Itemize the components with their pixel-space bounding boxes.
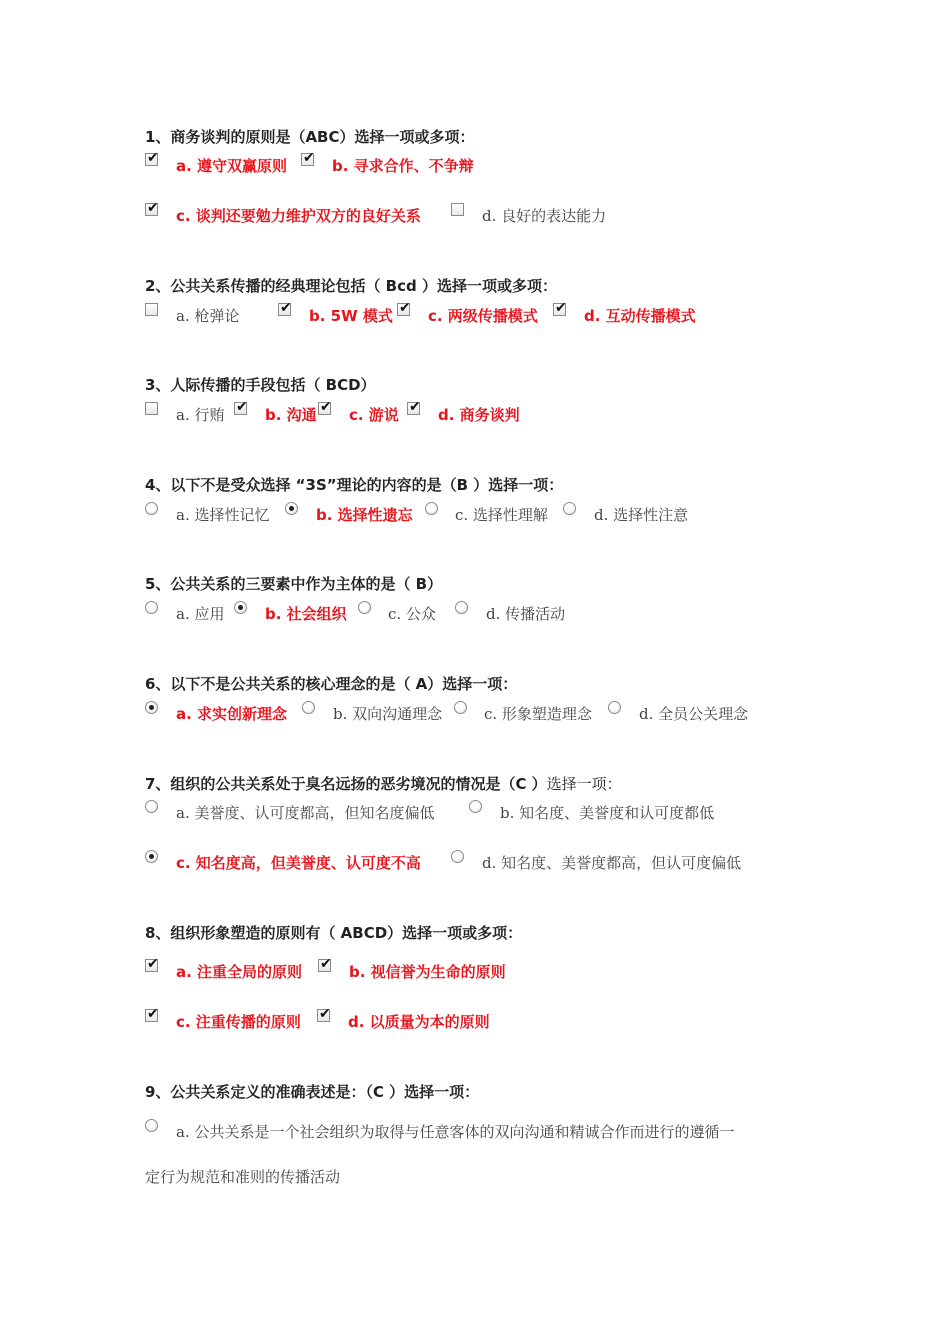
question-7-title-suffix: 选择一项：	[546, 775, 622, 793]
question-1-option-b-label: b. 寻求合作、不争辩	[332, 157, 474, 175]
question-5-option-d-label: d. 传播活动	[486, 605, 566, 623]
question-3-option-d-label: d. 商务谈判	[438, 406, 520, 424]
question-8-option-d-checkbox[interactable]	[317, 1006, 331, 1022]
question-6-option-a-label: a. 求实创新理念	[176, 705, 288, 723]
question-8-option-d-label: d. 以质量为本的原则	[348, 1013, 490, 1031]
question-4-option-b-radio[interactable]	[285, 502, 298, 515]
question-4-title: 4、以下不是受众选择 “3S”理论的内容的是（B ）选择一项：	[145, 476, 564, 494]
question-7-option-c-label: c. 知名度高，但美誉度、认可度不高	[176, 854, 421, 872]
question-8-option-b-checkbox[interactable]	[318, 956, 332, 972]
question-8-option-a-label: a. 注重全局的原则	[176, 963, 303, 981]
question-3-option-d-checkbox[interactable]	[407, 399, 421, 415]
question-3-option-a-checkbox[interactable]	[145, 402, 158, 415]
question-2-option-a-checkbox[interactable]	[145, 303, 158, 316]
question-9-option-a-label: a. 公共关系是一个社会组织为取得与任意客体的双向沟通和精诚合作而进行的遵循一	[176, 1123, 735, 1141]
question-5-option-a-radio[interactable]	[145, 601, 158, 614]
question-7-option-b-label: b. 知名度、美誉度和认可度都低	[500, 804, 715, 822]
question-4-option-c-label: c. 选择性理解	[455, 506, 548, 524]
checkmark-icon: ✔	[280, 300, 292, 316]
question-3-row-1	[0, 399, 950, 424]
question-7-title-main: 7、组织的公共关系处于臭名远扬的恶劣境况的情况是（C ）	[145, 775, 547, 793]
checkmark-icon: ✔	[303, 150, 315, 166]
question-7-row-2	[0, 850, 950, 872]
question-8-option-a-checkbox[interactable]	[145, 956, 159, 972]
checkmark-icon: ✔	[319, 1006, 331, 1022]
question-1-option-d-checkbox[interactable]	[451, 203, 464, 216]
question-4-option-c-radio[interactable]	[425, 502, 438, 515]
question-6-title: 6、以下不是公共关系的核心理念的是（ A）选择一项：	[145, 675, 518, 693]
question-9-row-1	[0, 1119, 950, 1141]
question-5-option-a-label: a. 应用	[176, 605, 225, 623]
question-9-option-a-radio[interactable]	[145, 1119, 158, 1132]
question-5-option-b-label: b. 社会组织	[265, 605, 347, 623]
checkmark-icon: ✔	[147, 1006, 159, 1022]
question-7-option-a-radio[interactable]	[145, 800, 158, 813]
checkmark-icon: ✔	[236, 399, 248, 415]
question-7-option-d-label: d. 知名度、美誉度都高，但认可度偏低	[482, 854, 742, 872]
question-1-row-1	[0, 150, 950, 175]
question-2-option-b-label: b. 5W 模式	[309, 307, 393, 325]
question-4-option-d-label: d. 选择性注意	[594, 506, 689, 524]
radio-dot-icon	[149, 854, 154, 859]
question-6-option-b-radio[interactable]	[302, 701, 315, 714]
checkmark-icon: ✔	[399, 300, 411, 316]
question-7-title	[145, 774, 622, 794]
question-2-option-d-label: d. 互动传播模式	[584, 307, 696, 325]
question-6-option-d-label: d. 全员公关理念	[639, 705, 749, 723]
question-7-option-a-label: a. 美誉度、认可度都高，但知名度偏低	[176, 804, 435, 822]
question-5-option-d-radio[interactable]	[455, 601, 468, 614]
question-5-title: 5、公共关系的三要素中作为主体的是（ B）	[145, 575, 443, 593]
question-2-option-c-label: c. 两级传播模式	[428, 307, 538, 325]
question-8-title: 8、组织形象塑造的原则有（ ABCD）选择一项或多项：	[145, 924, 523, 942]
question-7-option-b-radio[interactable]	[469, 800, 482, 813]
question-5-option-b-radio[interactable]	[234, 601, 247, 614]
checkmark-icon: ✔	[147, 150, 159, 166]
question-1-title: 1、商务谈判的原则是（ABC）选择一项或多项：	[145, 128, 475, 146]
question-3-option-c-checkbox[interactable]	[318, 399, 332, 415]
question-1-option-b-checkbox[interactable]	[301, 150, 315, 166]
radio-dot-icon	[238, 605, 243, 610]
question-5-row-1	[0, 601, 950, 623]
question-7-option-d-radio[interactable]	[451, 850, 464, 863]
question-4-option-a-radio[interactable]	[145, 502, 158, 515]
checkmark-icon: ✔	[409, 399, 421, 415]
question-2-option-d-checkbox[interactable]	[553, 300, 567, 316]
question-7-row-1	[0, 800, 950, 822]
question-6-option-c-radio[interactable]	[454, 701, 467, 714]
question-8-option-c-label: c. 注重传播的原则	[176, 1013, 301, 1031]
question-4-option-a-label: a. 选择性记忆	[176, 506, 270, 524]
radio-dot-icon	[289, 506, 294, 511]
question-6-option-d-radio[interactable]	[608, 701, 621, 714]
question-5-option-c-radio[interactable]	[358, 601, 371, 614]
question-8-row-1	[0, 956, 950, 981]
question-2-title: 2、公共关系传播的经典理论包括（ Bcd ）选择一项或多项：	[145, 277, 557, 295]
question-8-option-b-label: b. 视信誉为生命的原则	[349, 963, 506, 981]
checkmark-icon: ✔	[320, 956, 332, 972]
question-8-option-c-checkbox[interactable]	[145, 1006, 159, 1022]
question-6-option-c-label: c. 形象塑造理念	[484, 705, 592, 723]
question-9-option-a-continuation: 定行为规范和准则的传播活动	[145, 1168, 341, 1186]
question-5-option-c-label: c. 公众	[388, 605, 436, 623]
question-2-option-c-checkbox[interactable]	[397, 300, 411, 316]
checkmark-icon: ✔	[147, 956, 159, 972]
question-6-option-b-label: b. 双向沟通理念	[333, 705, 443, 723]
question-1-option-d-label: d. 良好的表达能力	[482, 207, 607, 225]
question-1-option-c-label: c. 谈判还要勉力维护双方的良好关系	[176, 207, 421, 225]
question-8-row-2	[0, 1006, 950, 1031]
question-4-option-b-label: b. 选择性遗忘	[316, 506, 413, 524]
question-1-option-a-label: a. 遵守双赢原则	[176, 157, 288, 175]
question-2-row-1	[0, 300, 950, 325]
question-3-option-c-label: c. 游说	[349, 406, 399, 424]
question-4-option-d-radio[interactable]	[563, 502, 576, 515]
question-7-option-c-radio[interactable]	[145, 850, 158, 863]
question-4-row-1	[0, 502, 950, 524]
checkmark-icon: ✔	[555, 300, 567, 316]
question-6-row-1	[0, 701, 950, 723]
question-3-option-a-label: a. 行贿	[176, 406, 225, 424]
question-3-title: 3、人际传播的手段包括（ BCD）	[145, 376, 376, 394]
question-3-option-b-label: b. 沟通	[265, 406, 317, 424]
question-1-row-2	[0, 200, 950, 225]
question-2-option-b-checkbox[interactable]	[278, 300, 292, 316]
question-1-option-a-checkbox[interactable]	[145, 150, 159, 166]
question-3-option-b-checkbox[interactable]	[234, 399, 248, 415]
question-6-option-a-radio[interactable]	[145, 701, 158, 714]
checkmark-icon: ✔	[320, 399, 332, 415]
question-1-option-c-checkbox[interactable]	[145, 200, 159, 216]
question-9-title: 9、公共关系定义的准确表述是：（C ）选择一项：	[145, 1083, 480, 1101]
radio-dot-icon	[149, 705, 154, 710]
checkmark-icon: ✔	[147, 200, 159, 216]
question-2-option-a-label: a. 枪弹论	[176, 307, 240, 325]
